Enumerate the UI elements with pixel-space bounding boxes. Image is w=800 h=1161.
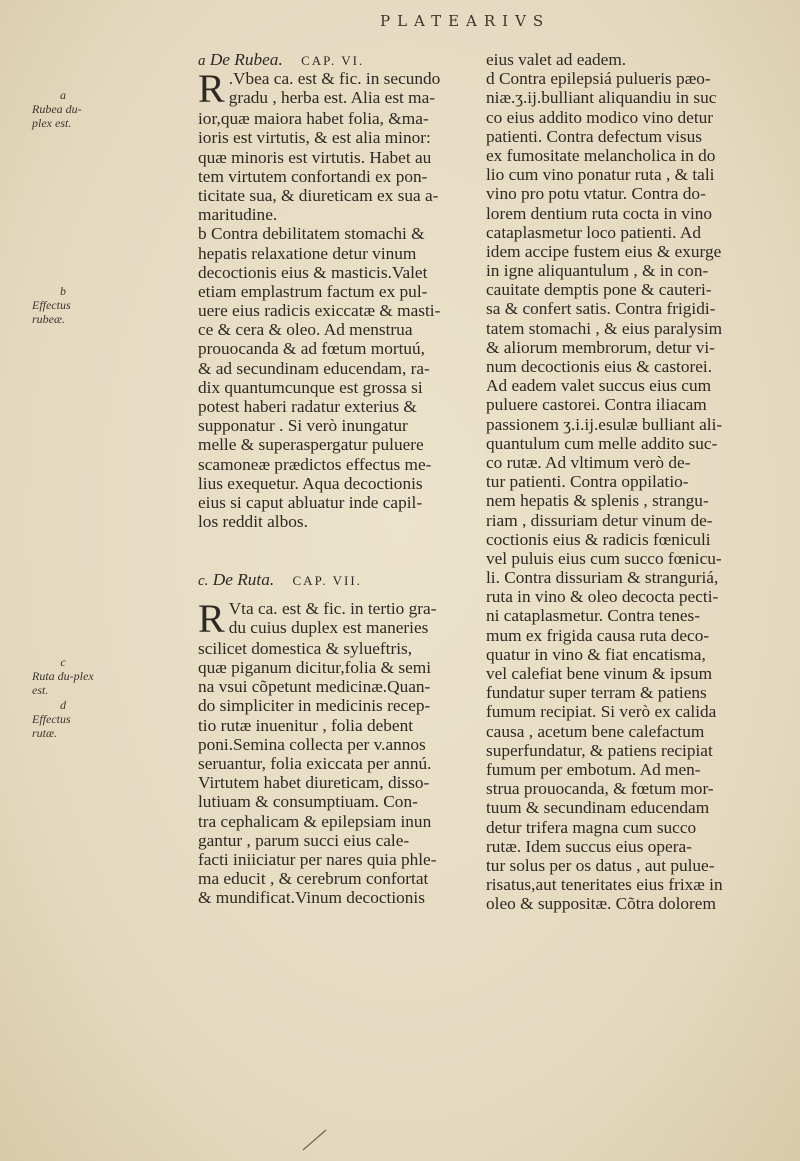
text-line: potest haberi radatur exterius & xyxy=(198,397,417,416)
text-line: b Contra debilitatem stomachi & xyxy=(198,224,425,244)
text-line: Virtutem habet diureticam, disso- xyxy=(198,773,430,793)
margin-note-text: Effectus rubeæ. xyxy=(32,298,71,326)
text-line: vel puluis eius cum succo fœnicu- xyxy=(486,548,722,568)
text-line: prouocanda & ad fœtum mortuú, xyxy=(198,339,426,359)
chapter-title: De Rubea. xyxy=(209,50,283,69)
text-line: ioris est virtutis, & est alia minor: xyxy=(198,128,431,148)
text-line: ce & cera & oleo. Ad menstrua xyxy=(198,320,413,340)
text-line: idem accipe fustem eius & exurge xyxy=(486,241,722,261)
text-line: ex fumositate melancholica in do xyxy=(486,145,716,165)
text-line: dix quantumcunque est grossa si xyxy=(198,377,423,397)
chapter-number: CAP. VI. xyxy=(301,53,365,68)
text-line: & mundificat.Vinum decoctionis xyxy=(198,888,425,908)
chapter-key: a xyxy=(198,53,206,69)
margin-note-letter: c xyxy=(60,655,66,669)
text-line: coctionis eius & radicis fœniculi xyxy=(486,529,711,549)
text-line: causa , acetum bene calefactum xyxy=(486,721,705,741)
margin-note-letter: a xyxy=(60,88,66,102)
text-line: eius valet ad eadem. xyxy=(486,50,627,69)
text-line: maritudine. xyxy=(198,205,278,225)
text-line: tio rutæ inuenitur , folia debent xyxy=(198,715,414,735)
chapter-title: De Ruta. xyxy=(212,569,275,589)
opening-lines xyxy=(198,599,473,637)
text-line: .Vbea ca. est & fic. in secundo xyxy=(228,69,441,89)
chapter-text-rubea xyxy=(198,109,473,531)
text-line: cataplasmetur loco patienti. Ad xyxy=(486,222,701,242)
text-line: supponatur . Si verò inungatur xyxy=(198,416,408,436)
text-line: co eius addito modico vino detur xyxy=(486,107,714,127)
chapter-key: c. xyxy=(198,572,209,589)
text-line: facti iniiciatur per nares quia phle- xyxy=(198,849,437,869)
text-line: sa & confert satis. Contra frigidi- xyxy=(486,299,716,319)
margin-note-text: Rubea du-plex est. xyxy=(32,102,82,130)
text-line: in igne aliquantulum , & in con- xyxy=(486,261,709,281)
text-line: quæ minoris est virtutis. Habet au xyxy=(198,147,432,167)
text-line: rutæ. Idem succus eius opera- xyxy=(486,836,692,856)
text-line: scilicet domestica & sylueftris, xyxy=(198,638,413,658)
text-line: vino pro potu vtatur. Contra do- xyxy=(486,184,706,204)
text-line: do simpliciter in medicinis recep- xyxy=(198,696,431,716)
text-line: ni cataplasmetur. Contra tenes- xyxy=(486,606,701,626)
text-line: lutiuam & consumptiuam. Con- xyxy=(198,792,418,812)
opening-lines xyxy=(198,69,473,110)
text-line: nem hepatis & splenis , strangu- xyxy=(486,491,709,511)
text-line: cauitate demptis pone & cauteri- xyxy=(486,280,712,300)
text-line: na vsui cõpetunt medicinæ.Quan- xyxy=(198,677,431,697)
margin-note-rubea-duplex xyxy=(32,88,94,130)
text-line: d Contra epilepsiá pulueris pæo- xyxy=(486,69,711,89)
chapter-text-ruta xyxy=(198,639,473,908)
text-line: li. Contra dissuriam & stranguriá, xyxy=(486,568,719,588)
text-line: poni.Semina collecta per v.annos xyxy=(198,734,426,754)
text-line: & aliorum membrorum, detur vi- xyxy=(486,337,715,357)
text-line: ior,quæ maiora habet folia, &ma- xyxy=(198,109,429,129)
text-line: ruta in vino & oleo decocta pecti- xyxy=(486,587,719,607)
text-line: tatem stomachi , & eius paralysim xyxy=(486,318,723,338)
text-line: Ad eadem valet succus eius cum xyxy=(486,376,712,396)
text-line: passionem ʒ.i.ij.esulæ bulliant ali- xyxy=(486,414,723,434)
chapter-heading-ruta xyxy=(198,570,473,589)
text-line: ticitate sua, & diureticam ex sua a- xyxy=(198,185,439,205)
text-line: decoctionis eius & masticis.Valet xyxy=(198,262,428,282)
text-line: risatus,aut teneritates eius frixæ in xyxy=(486,875,723,895)
chapter-heading-rubea xyxy=(198,50,473,69)
text-line: vel calefiat bene vinum & ipsum xyxy=(486,664,713,683)
text-line: mum ex frigida causa ruta deco- xyxy=(486,625,710,645)
margin-note-text: Ruta du-plex est. xyxy=(32,669,94,697)
text-line: superfundatur, & patiens recipiat xyxy=(486,740,713,760)
text-line: etiam emplastrum factum ex pul- xyxy=(198,281,428,301)
text-line: & ad secundinam educendam, ra- xyxy=(198,358,430,378)
text-line: fundatur super terram & patiens xyxy=(486,683,707,703)
text-line: strua prouocanda, & fœtum mor- xyxy=(486,779,714,799)
text-line: hepatis relaxatione detur vinum xyxy=(198,243,417,263)
left-column xyxy=(198,50,473,908)
margin-note-effectus-rubeae xyxy=(32,284,94,326)
text-line: gantur , parum succi eius cale- xyxy=(198,830,410,850)
text-line: quantulum cum melle addito suc- xyxy=(486,433,718,453)
text-line: detur trifera magna cum succo xyxy=(486,817,697,837)
right-column xyxy=(486,50,768,913)
margin-note-effectus-rutae xyxy=(32,698,94,740)
margin-note-letter: b xyxy=(60,284,66,298)
chapter-opening-ruta xyxy=(198,599,473,639)
text-line: scamoneæ prædictos effectus me- xyxy=(198,454,432,474)
text-line: tur patienti. Contra oppilatio- xyxy=(486,472,689,492)
text-line: lio cum vino ponatur ruta , & tali xyxy=(486,165,715,185)
text-line: tem virtutem confortandi ex pon- xyxy=(198,166,428,186)
drop-cap: R xyxy=(198,598,225,639)
text-line: eius si caput abluatur inde capil- xyxy=(198,492,423,512)
running-head: PLATEARIVS xyxy=(380,12,551,30)
text-line: ma educit , & cerebrum confortat xyxy=(198,869,429,889)
chapter-opening-rubea xyxy=(198,69,473,109)
margin-note-ruta-duplex xyxy=(32,655,94,697)
text-line: seruantur, folia exiccata per annú. xyxy=(198,754,432,773)
text-line: oleo & suppositæ. Cõtra dolorem xyxy=(486,894,716,914)
pen-stroke-mark xyxy=(300,1126,330,1154)
text-line: Vta ca. est & fic. in tertio gra- xyxy=(228,598,437,618)
text-line: puluere castorei. Contra iliacam xyxy=(486,395,707,415)
text-line: uere eius radicis exiccatæ & masti- xyxy=(198,301,441,321)
margin-note-text: Effectus rutæ. xyxy=(32,712,71,740)
text-line: co rutæ. Ad vltimum verò de- xyxy=(486,452,691,472)
chapter-text-ruta-continued xyxy=(486,50,768,913)
text-line: tur solus per os datus , aut pulue- xyxy=(486,855,715,875)
text-line: melle & superaspergatur puluere xyxy=(198,435,424,455)
chapter-number: CAP. VII. xyxy=(292,572,362,588)
text-line: riam , dissuriam detur vinum de- xyxy=(486,510,713,530)
text-line: du cuius duplex est maneries xyxy=(228,618,429,638)
text-line: quæ piganum dicitur,folia & semi xyxy=(198,658,432,678)
text-line: los reddit albos. xyxy=(198,512,308,532)
text-line: lorem dentium ruta cocta in vino xyxy=(486,203,713,223)
text-line: fumum per embotum. Ad men- xyxy=(486,759,701,779)
margin-note-letter: d xyxy=(60,698,66,712)
text-line: quatur in vino & fiat encatisma, xyxy=(486,644,706,664)
text-line: niæ.ʒ.ij.bulliant aliquandiu in suc xyxy=(486,88,717,108)
text-line: fumum recipiat. Si verò ex calida xyxy=(486,702,717,722)
text-line: patienti. Contra defectum visus xyxy=(486,126,702,146)
text-line: tra cephalicam & epilepsiam inun xyxy=(198,811,432,831)
drop-cap: R xyxy=(198,69,225,110)
text-line: gradu , herba est. Alia est ma- xyxy=(228,88,436,108)
text-line: lius exequetur. Aqua decoctionis xyxy=(198,473,423,493)
text-line: tuum & secundinam educendam xyxy=(486,798,710,818)
text-line: num decoctionis eius & castorei. xyxy=(486,357,713,376)
